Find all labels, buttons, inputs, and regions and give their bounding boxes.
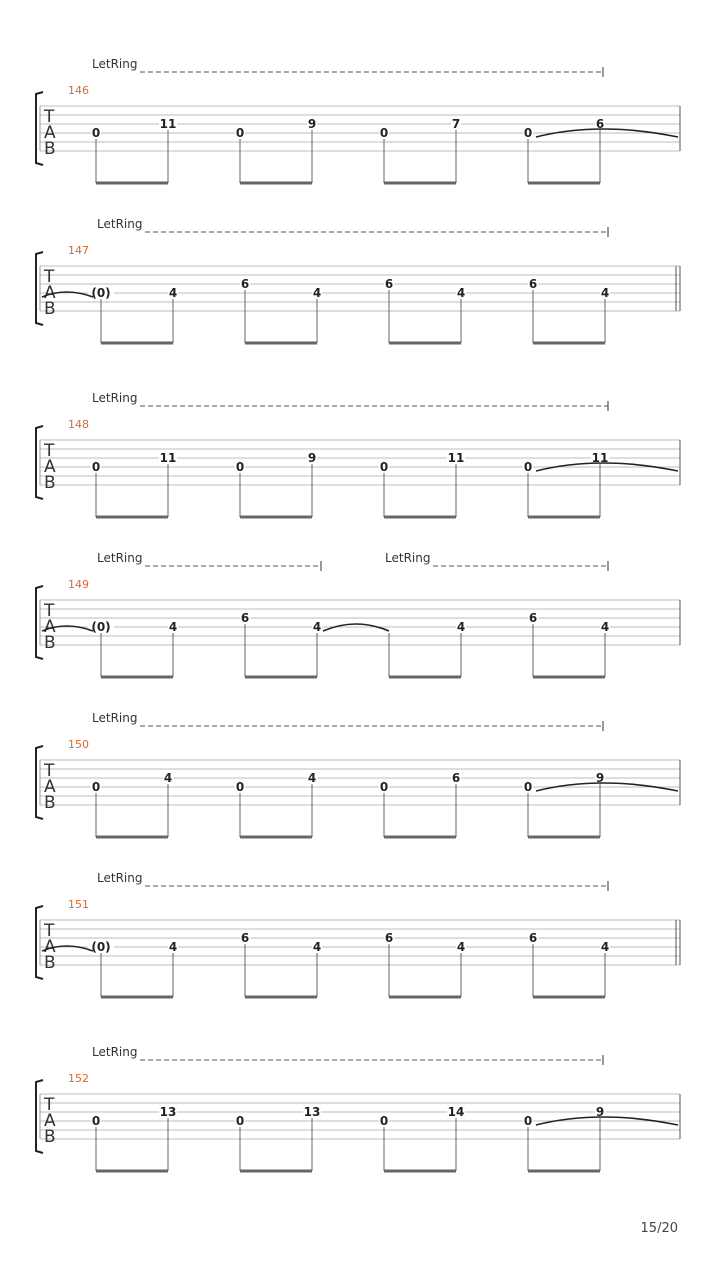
fret-number: 0 [235,460,245,474]
fret-number: 0 [91,126,101,140]
letring-label: LetRing [97,871,143,885]
fret-number: 9 [307,451,317,465]
tab-letter: A [44,1111,56,1131]
fret-number: 9 [595,1105,605,1119]
fret-number: 0 [379,1114,389,1128]
fret-number: 4 [163,771,173,785]
fret-number: 7 [451,117,461,131]
fret-number: 4 [307,771,317,785]
letring-label: LetRing [92,391,138,405]
tab-letter: B [44,139,56,159]
fret-number: 4 [600,620,610,634]
letring-label: LetRing [92,57,138,71]
fret-number: 13 [159,1105,177,1119]
tab-letter: B [44,633,56,653]
fret-number: 6 [528,611,538,625]
fret-number: 4 [312,286,322,300]
tab-letter: T [44,1095,55,1115]
fret-number: 6 [384,277,394,291]
fret-number: (0) [91,940,111,954]
page-number: 15/20 [640,1221,678,1236]
measure-number: 146 [68,84,89,97]
fret-number: 13 [303,1105,321,1119]
tab-letter: A [44,283,56,303]
fret-number: 4 [168,286,178,300]
measure-number: 147 [68,244,89,257]
tab-letter: B [44,299,56,319]
fret-number: 6 [240,931,250,945]
letring-label: LetRing [97,551,143,565]
measure-number: 148 [68,418,89,431]
fret-number: 11 [159,117,177,131]
tab-letter: B [44,1127,56,1147]
tab-letter: T [44,107,55,127]
fret-number: 0 [523,1114,533,1128]
fret-number: 0 [379,460,389,474]
letring-label: LetRing [97,217,143,231]
fret-number: 9 [595,771,605,785]
fret-number: 4 [456,940,466,954]
tab-letter: A [44,123,56,143]
tab-letter: B [44,793,56,813]
fret-number: (0) [91,620,111,634]
measure-number: 149 [68,578,89,591]
letring-label: LetRing [92,1045,138,1059]
measure-number: 152 [68,1072,89,1085]
fret-number: 11 [591,451,609,465]
fret-number: 4 [600,286,610,300]
fret-number: 0 [523,460,533,474]
fret-number: 4 [312,620,322,634]
measure-number: 151 [68,898,89,911]
fret-number: 0 [523,780,533,794]
fret-number: 9 [307,117,317,131]
tab-letter: A [44,457,56,477]
fret-number: 4 [456,286,466,300]
fret-number: 4 [168,620,178,634]
fret-number: 0 [91,460,101,474]
fret-number: 14 [447,1105,465,1119]
fret-number: 6 [528,931,538,945]
fret-number: 0 [235,126,245,140]
letring-label: LetRing [92,711,138,725]
fret-number: 0 [235,1114,245,1128]
fret-number: 6 [595,117,605,131]
tab-letter: T [44,267,55,287]
fret-number: 4 [168,940,178,954]
fret-number: 6 [528,277,538,291]
fret-number: 6 [240,277,250,291]
measure-number: 150 [68,738,89,751]
tab-letter: B [44,473,56,493]
fret-number: 11 [159,451,177,465]
fret-number: 6 [451,771,461,785]
tab-letter: A [44,777,56,797]
fret-number: 0 [523,126,533,140]
tab-letter: T [44,761,55,781]
tab-letter: B [44,953,56,973]
fret-number: 11 [447,451,465,465]
fret-number: 6 [240,611,250,625]
fret-number: 0 [379,780,389,794]
tab-letter: T [44,441,55,461]
tab-letter: A [44,617,56,637]
fret-number: 0 [91,1114,101,1128]
letring-label: LetRing [385,551,431,565]
tab-letter: T [44,921,55,941]
fret-number: (0) [91,286,111,300]
fret-number: 0 [91,780,101,794]
fret-number: 6 [384,931,394,945]
fret-number: 4 [312,940,322,954]
fret-number: 4 [600,940,610,954]
fret-number: 4 [456,620,466,634]
fret-number: 0 [379,126,389,140]
fret-number: 0 [235,780,245,794]
tab-letter: T [44,601,55,621]
tab-letter: A [44,937,56,957]
